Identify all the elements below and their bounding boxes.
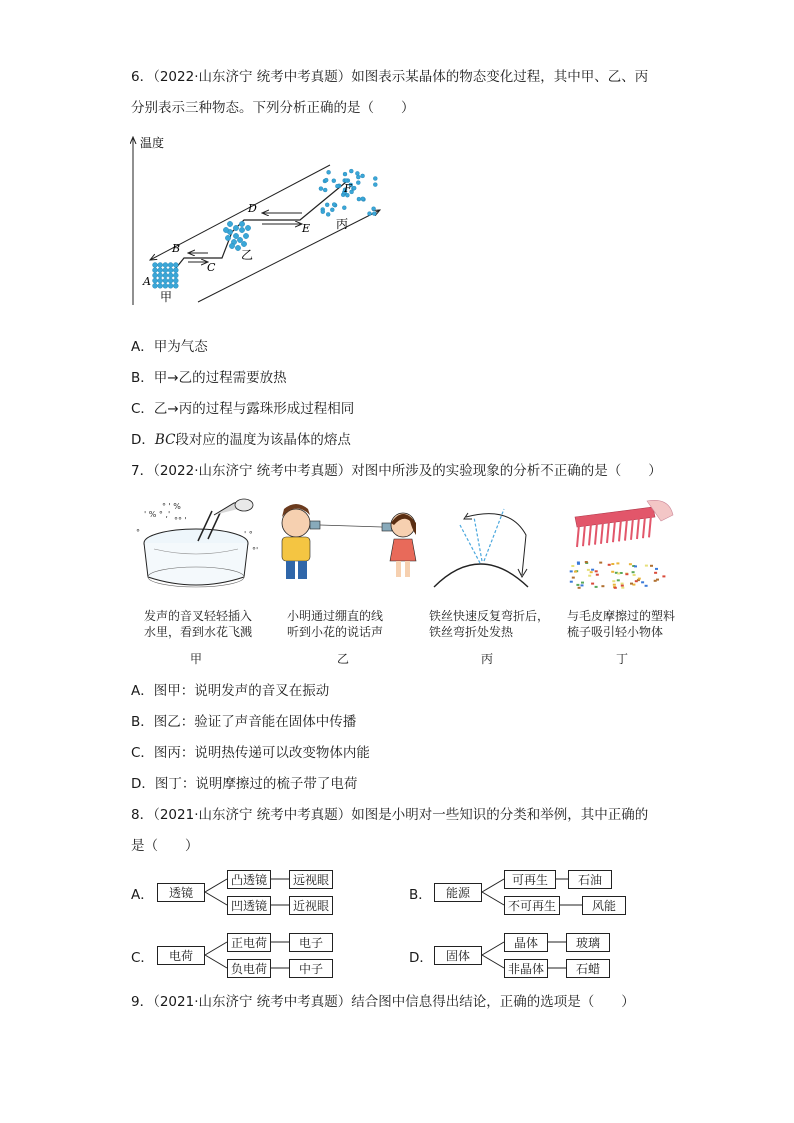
q8-A-mid-2: 凹透镜 [227, 896, 271, 915]
q8-B-leaf-2: 风能 [582, 896, 626, 915]
q6-option-A[interactable]: A．甲为气态 [131, 339, 208, 355]
q6-point-E: E [302, 222, 311, 235]
q8-C-leaf-2: 中子 [289, 959, 333, 978]
q7-image-yi [270, 495, 430, 595]
q8-stem-line2: 是（ ） [131, 838, 199, 854]
q6-option-D[interactable] [131, 431, 351, 449]
q6-state-bing: 丙 [336, 217, 349, 231]
q6-liquid-particles [223, 221, 250, 250]
svg-text:° ' %: ° ' % [162, 502, 181, 511]
q6-heating-curve [176, 182, 349, 268]
svg-text:°: ° [136, 528, 140, 537]
q8-D-leaf-2: 石蜡 [566, 959, 610, 978]
q7-stem: 7．（2022·山东济宁 统考中考真题）对图中所涉及的实验现象的分析不正确的是（ ） [131, 463, 662, 479]
q7-caption-ding-1: 与毛皮摩擦过的塑料 [567, 609, 676, 623]
q8-B-leaf-1: 石油 [568, 870, 612, 889]
q8-option-B-label: B． [409, 887, 432, 903]
q8-B-mid-2: 不可再生 [504, 896, 560, 915]
q7-image-bing [430, 495, 550, 595]
q8-stem-line1: 8．（2021·山东济宁 统考中考真题）如图是小明对一些知识的分类和举例，其中正确的 [131, 807, 649, 823]
q6-point-C: C [207, 261, 216, 274]
q7-caption-ding-2: 梳子吸引轻小物体 [567, 625, 664, 639]
svg-text:' °: ' ° [244, 530, 253, 539]
q7-caption-bing-2: 铁丝弯折处发热 [429, 625, 514, 639]
q7-image-ding [565, 495, 675, 595]
q8-A-root: 透镜 [157, 883, 205, 902]
q8-option-A-label: A． [131, 887, 154, 903]
q8-C-leaf-1: 电子 [289, 933, 333, 952]
q6-axis-label: 温度 [140, 136, 165, 150]
q7-caption-jia-1: 发声的音叉轻轻插入 [144, 609, 253, 623]
q8-D-mid-2: 非晶体 [504, 959, 548, 978]
q6-state-yi: 乙 [241, 248, 254, 262]
q8-B-root: 能源 [434, 883, 482, 902]
q6-option-D-rest: 段对应的温度为该晶体的熔点 [175, 432, 351, 448]
q6-point-D: D [248, 202, 257, 215]
q8-A-mid-1: 凸透镜 [227, 870, 271, 889]
q6-option-D-prefix: D． [131, 432, 155, 448]
q8-D-mid-1: 晶体 [504, 933, 548, 952]
q7-caption-yi-1: 小明通过绷直的线 [287, 609, 384, 623]
q7-option-B[interactable]: B．图乙：验证了声音能在固体中传播 [131, 714, 357, 730]
q9-stem: 9．（2021·山东济宁 统考中考真题）结合图中信息得出结论，正确的选项是（ ） [131, 994, 635, 1010]
q6-point-A: A [143, 275, 151, 288]
q8-option-C-label: C． [131, 950, 154, 966]
q8-C-root: 电荷 [157, 946, 205, 965]
q6-option-B[interactable]: B．甲→乙的过程需要放热 [131, 370, 287, 386]
q7-label-jia: 甲 [189, 652, 202, 666]
q8-C-mid-2: 负电荷 [227, 959, 271, 978]
q8-option-D-label: D． [409, 950, 433, 966]
svg-text:°° ': °° ' [174, 516, 187, 525]
q6-option-D-italic: BC [154, 432, 176, 448]
q8-B-mid-1: 可再生 [504, 870, 556, 889]
q7-label-ding: 丁 [615, 652, 628, 666]
svg-text:°': °' [252, 546, 259, 555]
q7-image-jia [134, 495, 264, 595]
q8-D-leaf-1: 玻璃 [566, 933, 610, 952]
q7-option-D[interactable]: D．图丁：说明摩擦过的梳子带了电荷 [131, 776, 358, 792]
q6-option-C[interactable]: C．乙→丙的过程与露珠形成过程相同 [131, 401, 355, 417]
q7-caption-jia-2: 水里，看到水花飞溅 [144, 625, 253, 639]
q7-caption-yi-2: 听到小花的说话声 [287, 625, 384, 639]
q8-A-leaf-2: 近视眼 [289, 896, 333, 915]
q6-point-B: B [172, 242, 181, 255]
q6-state-jia: 甲 [160, 290, 173, 304]
q6-stem-line1: 6．（2022·山东济宁 统考中考真题）如图表示某晶体的物态变化过程，其中甲、乙、丙 [131, 69, 649, 85]
q7-label-bing: 丙 [480, 652, 493, 666]
q7-label-yi: 乙 [336, 652, 349, 666]
q8-A-leaf-1: 远视眼 [289, 870, 333, 889]
q6-point-F: F [344, 182, 352, 195]
q7-option-C[interactable]: C．图丙：说明热传递可以改变物体内能 [131, 745, 370, 761]
q7-caption-bing-1: 铁丝快速反复弯折后， [429, 609, 550, 623]
q6-solid-particles [153, 263, 179, 289]
q6-phase-diagram [0, 0, 794, 340]
q7-option-A[interactable]: A．图甲：说明发声的音叉在振动 [131, 683, 330, 699]
q8-D-root: 固体 [434, 946, 482, 965]
q8-C-mid-1: 正电荷 [227, 933, 271, 952]
svg-text:' % ° ,': ' % ° ,' [144, 510, 171, 519]
q6-stem-line2: 分别表示三种物态。下列分析正确的是（ ） [131, 100, 415, 116]
